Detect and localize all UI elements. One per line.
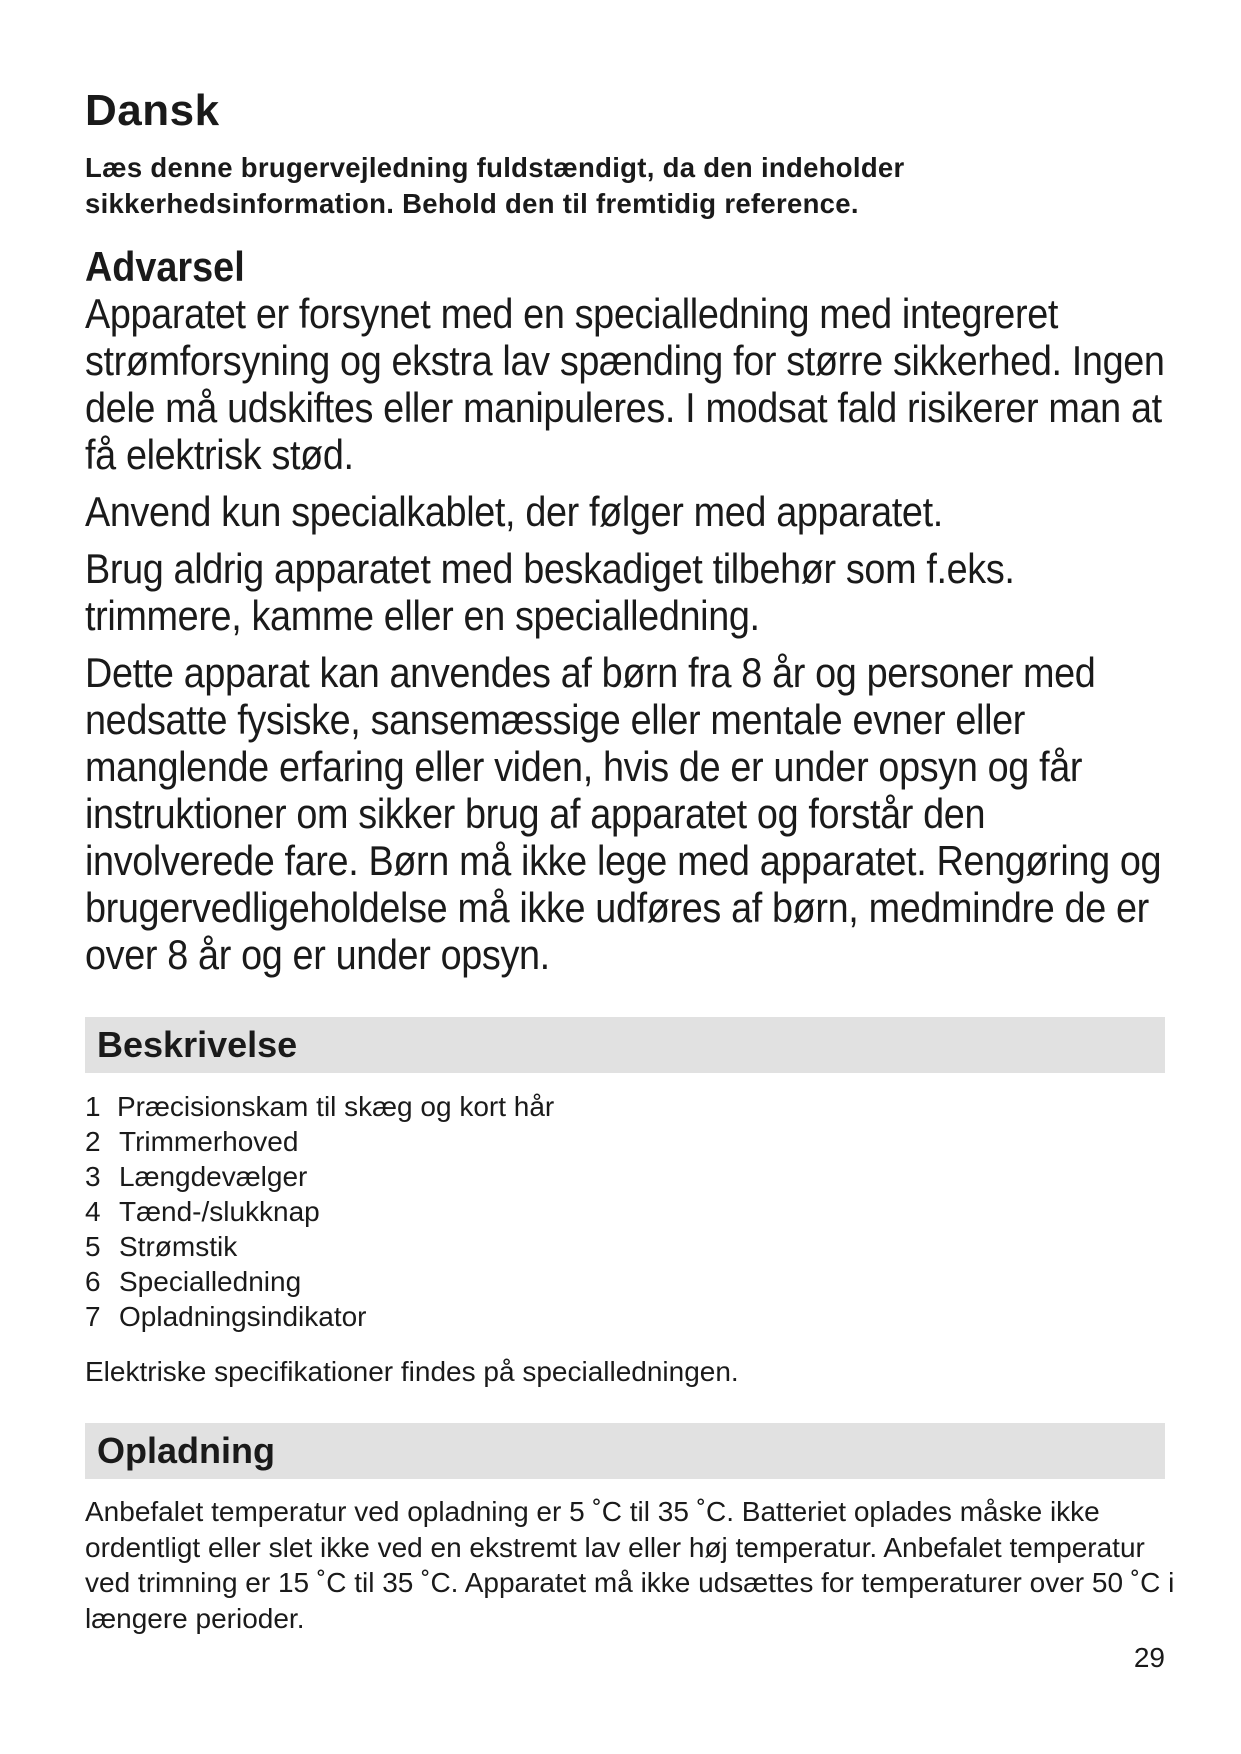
description-section-header: Beskrivelse [85, 1017, 1165, 1073]
item-label: Præcisionskam til skæg og kort hår [117, 1091, 555, 1122]
item-number: 6 [85, 1266, 101, 1297]
page-number: 29 [1133, 1642, 1165, 1673]
item-number: 5 [85, 1231, 101, 1262]
warning-title: Advarsel [85, 243, 245, 290]
charging-text: Anbefalet temperatur ved opladning er 5 ˚C til 35 ˚C. Batteriet oplades måske ikke ordentligt eller slet ikke ved en ekstremt lav eller høj temperatur. Anbefalet temperatur ved trimning er 15 ˚C til 35 ˚C. Apparatet må ikke udsættes for temperaturer over 50 ˚C i længere perioder. [85, 1496, 1175, 1634]
warning-body [85, 290, 1165, 988]
item-number: 7 [85, 1301, 101, 1332]
intro-text: Læs denne brugervejledning fuldstændigt, da den indeholder sikkerhedsinformation. Behold den til fremtidig reference. [85, 152, 905, 219]
specification-note: Elektriske specifikationer findes på specialledningen. [85, 1356, 739, 1387]
item-label: Strømstik [119, 1231, 238, 1262]
item-label: Længdevælger [119, 1161, 308, 1192]
item-label: Trimmerhoved [119, 1126, 299, 1157]
language-title: Dansk [85, 86, 220, 135]
list-item [85, 1229, 554, 1264]
item-label: Tænd-/slukknap [119, 1196, 320, 1227]
parts-list [85, 1089, 554, 1334]
list-item [85, 1159, 554, 1194]
item-number: 1 [85, 1091, 101, 1122]
charging-section-header: Opladning [85, 1423, 1165, 1479]
item-label: Specialledning [119, 1266, 302, 1297]
warning-paragraph: Apparatet er forsynet med en specialledning med integreret strømforsyning og ekstra lav spænding for større sikkerhed. Ingen dele må udskiftes eller manipuleres. I modsat fald risikerer man at få elektrisk stød. [85, 290, 1165, 478]
list-item [85, 1089, 554, 1124]
list-item [85, 1264, 554, 1299]
list-item [85, 1124, 554, 1159]
list-item [85, 1299, 554, 1334]
warning-paragraph: Dette apparat kan anvendes af børn fra 8 år og personer med nedsatte fysiske, sansemæssige eller mentale evner eller manglende erfaring eller viden, hvis de er under opsyn og får instruktioner om sikker brug af apparatet og forstår den involverede fare. Børn må ikke lege med apparatet. Rengøring og brugervedligeholdelse må ikke udføres af børn, medmindre de er over 8 år og er under opsyn. [85, 649, 1162, 978]
item-number: 4 [85, 1196, 101, 1227]
item-number: 3 [85, 1161, 101, 1192]
item-label: Opladningsindikator [119, 1301, 367, 1332]
item-number: 2 [85, 1126, 101, 1157]
list-item [85, 1194, 554, 1229]
warning-paragraph: Brug aldrig apparatet med beskadiget tilbehør som f.eks. trimmere, kamme eller en specialledning. [85, 545, 1015, 639]
warning-paragraph: Anvend kun specialkablet, der følger med apparatet. [85, 488, 943, 535]
